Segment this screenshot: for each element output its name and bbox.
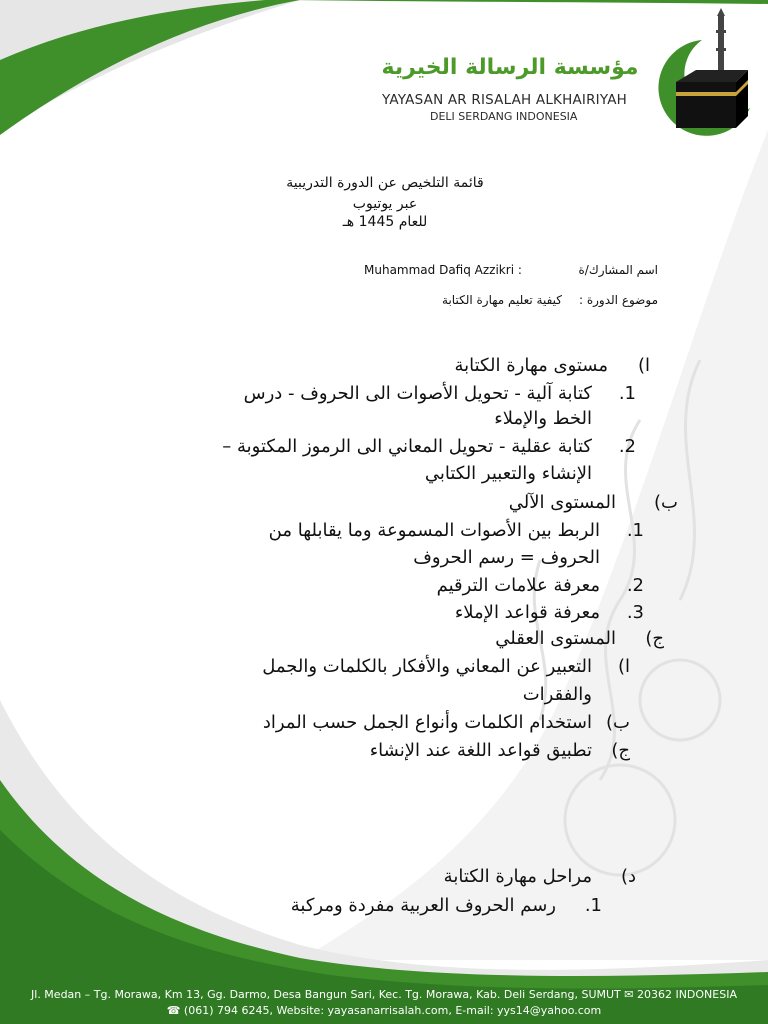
org-location: DELI SERDANG INDONESIA: [430, 110, 578, 123]
list-number: 2.: [626, 575, 644, 596]
list-marker: ب): [606, 712, 630, 733]
org-name-arabic: مؤسسة الرسالة الخيرية: [381, 55, 639, 80]
section-a-marker: ا): [637, 355, 650, 376]
section-d-title: مراحل مهارة الكتابة: [443, 866, 592, 887]
list-item-text: الربط بين الأصوات المسموعة وما يقابلها من: [268, 520, 600, 541]
org-name-english: YAYASAN AR RISALAH ALKHAIRIYAH: [382, 92, 628, 108]
participant-label: اسم المشارك/ة: [578, 263, 658, 277]
list-item-text: الخط والإملاء: [494, 408, 592, 429]
list-item-text: الإنشاء والتعبير الكتابي: [424, 463, 592, 484]
list-number: 1.: [626, 520, 644, 541]
list-item-text: رسم الحروف العربية مفردة ومركبة: [290, 895, 556, 916]
list-item-text: كتابة آلية - تحويل الأصوات الى الحروف - درس: [243, 383, 592, 404]
list-item-text: والفقرات: [522, 684, 592, 705]
list-marker: ج): [611, 740, 630, 761]
list-item-text: استخدام الكلمات وأنواع الجمل حسب المراد: [262, 712, 592, 733]
list-item-text: الحروف = رسم الحروف: [413, 547, 600, 568]
section-a-title: مستوى مهارة الكتابة: [454, 355, 608, 376]
list-number: 3.: [626, 602, 644, 623]
course-topic: كيفية تعليم مهارة الكتابة: [442, 293, 562, 307]
course-label: موضوع الدورة :: [578, 293, 658, 307]
section-c-title: المستوى العقلي: [495, 628, 616, 649]
doc-title-line3: للعام 1445 هـ: [342, 214, 428, 230]
list-item-text: كتابة عقلية - تحويل المعاني الى الرموز المكتوبة –: [222, 436, 592, 457]
doc-title-line1: قائمة التلخيص عن الدورة التدريبية: [286, 175, 484, 191]
section-b-marker: ب): [654, 492, 678, 513]
list-item-text: معرفة علامات الترقيم: [436, 575, 600, 596]
list-marker: ا): [617, 656, 630, 677]
list-item-text: تطبيق قواعد اللغة عند الإنشاء: [369, 740, 592, 761]
section-d-marker: د): [620, 866, 636, 887]
kaaba-logo-icon: [652, 8, 752, 138]
section-b-title: المستوى الآلي: [508, 492, 616, 513]
list-item-text: التعبير عن المعاني والأفكار بالكلمات والجمل: [262, 656, 592, 677]
section-c-marker: ج): [645, 628, 664, 649]
participant-name: Muhammad Dafiq Azzikri :: [364, 263, 522, 277]
list-number: 1.: [584, 895, 602, 916]
list-number: 2.: [618, 436, 636, 457]
doc-title-line2: عبر يوتيوب: [352, 196, 418, 212]
footer-address: Jl. Medan – Tg. Morawa, Km 13, Gg. Darmo, Desa Bangun Sari, Kec. Tg. Morawa, Kab. Deli Serdang, SUMUT ✉ 20362 INDONESIA: [31, 988, 737, 1001]
footer-contact: ☎ (061) 794 6245, Website: yayasanarrisalah.com, E-mail: yys14@yahoo.com: [166, 1004, 602, 1017]
list-number: 1.: [618, 383, 636, 404]
list-item-text: معرفة قواعد الإملاء: [454, 602, 600, 623]
